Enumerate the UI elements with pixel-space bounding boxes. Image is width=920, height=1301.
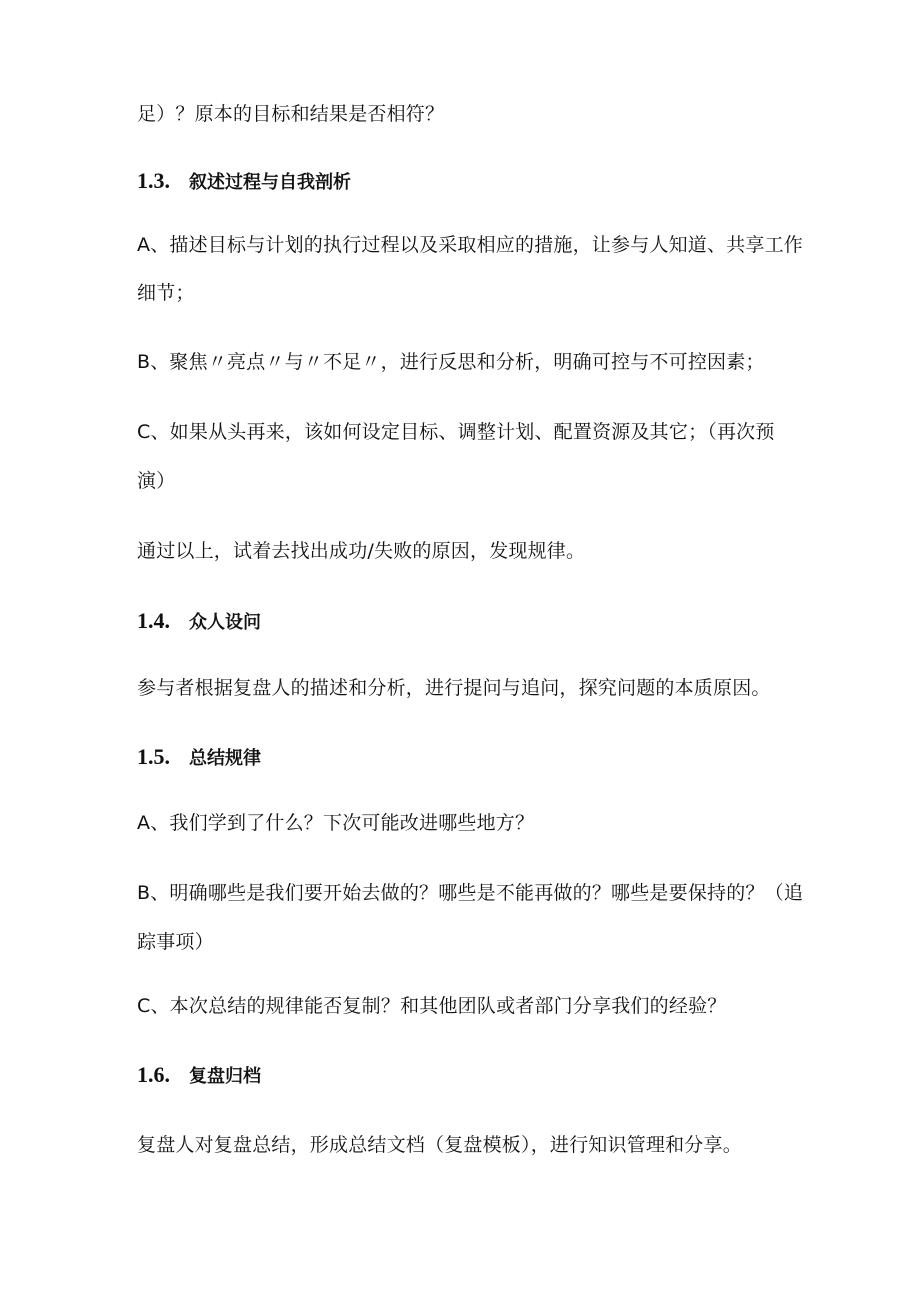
section-number: 1.5. <box>137 744 170 769</box>
paragraph-line: C、如果从头再来，该如何设定目标、调整计划、配置资源及其它；（再次预 <box>137 421 775 443</box>
paragraph-line: 足）？原本的目标和结果是否相符？ <box>137 103 445 125</box>
paragraph-line: 演） <box>137 470 176 492</box>
section-title: 复盘归档 <box>189 1066 261 1087</box>
section-number: 1.3. <box>137 168 170 193</box>
section-heading-1-5 <box>137 744 261 772</box>
paragraph-line: B、明确哪些是我们要开始去做的？哪些是不能再做的？哪些是要保持的？（追 <box>137 882 804 904</box>
section-heading-1-3 <box>137 168 351 196</box>
section-title: 众人设问 <box>189 612 261 633</box>
paragraph-line: C、本次总结的规律能否复制？和其他团队或者部门分享我们的经验？ <box>137 995 727 1017</box>
paragraph-line: B、聚焦〃亮点〃与〃不足〃，进行反思和分析，明确可控与不可控因素； <box>137 351 765 373</box>
paragraph-line: 复盘人对复盘总结，形成总结文档（复盘模板），进行知识管理和分享。 <box>137 1134 742 1156</box>
section-number: 1.6. <box>137 1062 170 1087</box>
section-number: 1.4. <box>137 608 170 633</box>
paragraph-line: 参与者根据复盘人的描述和分析，进行提问与追问，探究问题的本质原因。 <box>137 677 771 699</box>
section-heading-1-6 <box>137 1062 261 1090</box>
paragraph-line: A、描述目标与计划的执行过程以及采取相应的措施，让参与人知道、共享工作 <box>137 234 803 256</box>
section-heading-1-4 <box>137 608 261 636</box>
paragraph-line: A、我们学到了什么？下次可能改进哪些地方？ <box>137 812 535 834</box>
section-title: 总结规律 <box>189 748 261 769</box>
paragraph-line: 通过以上，试着去找出成功/失败的原因，发现规律。 <box>137 540 586 562</box>
paragraph-line: 细节； <box>137 282 195 304</box>
paragraph-line: 踪事项） <box>137 931 214 953</box>
section-title: 叙述过程与自我剖析 <box>189 172 351 193</box>
